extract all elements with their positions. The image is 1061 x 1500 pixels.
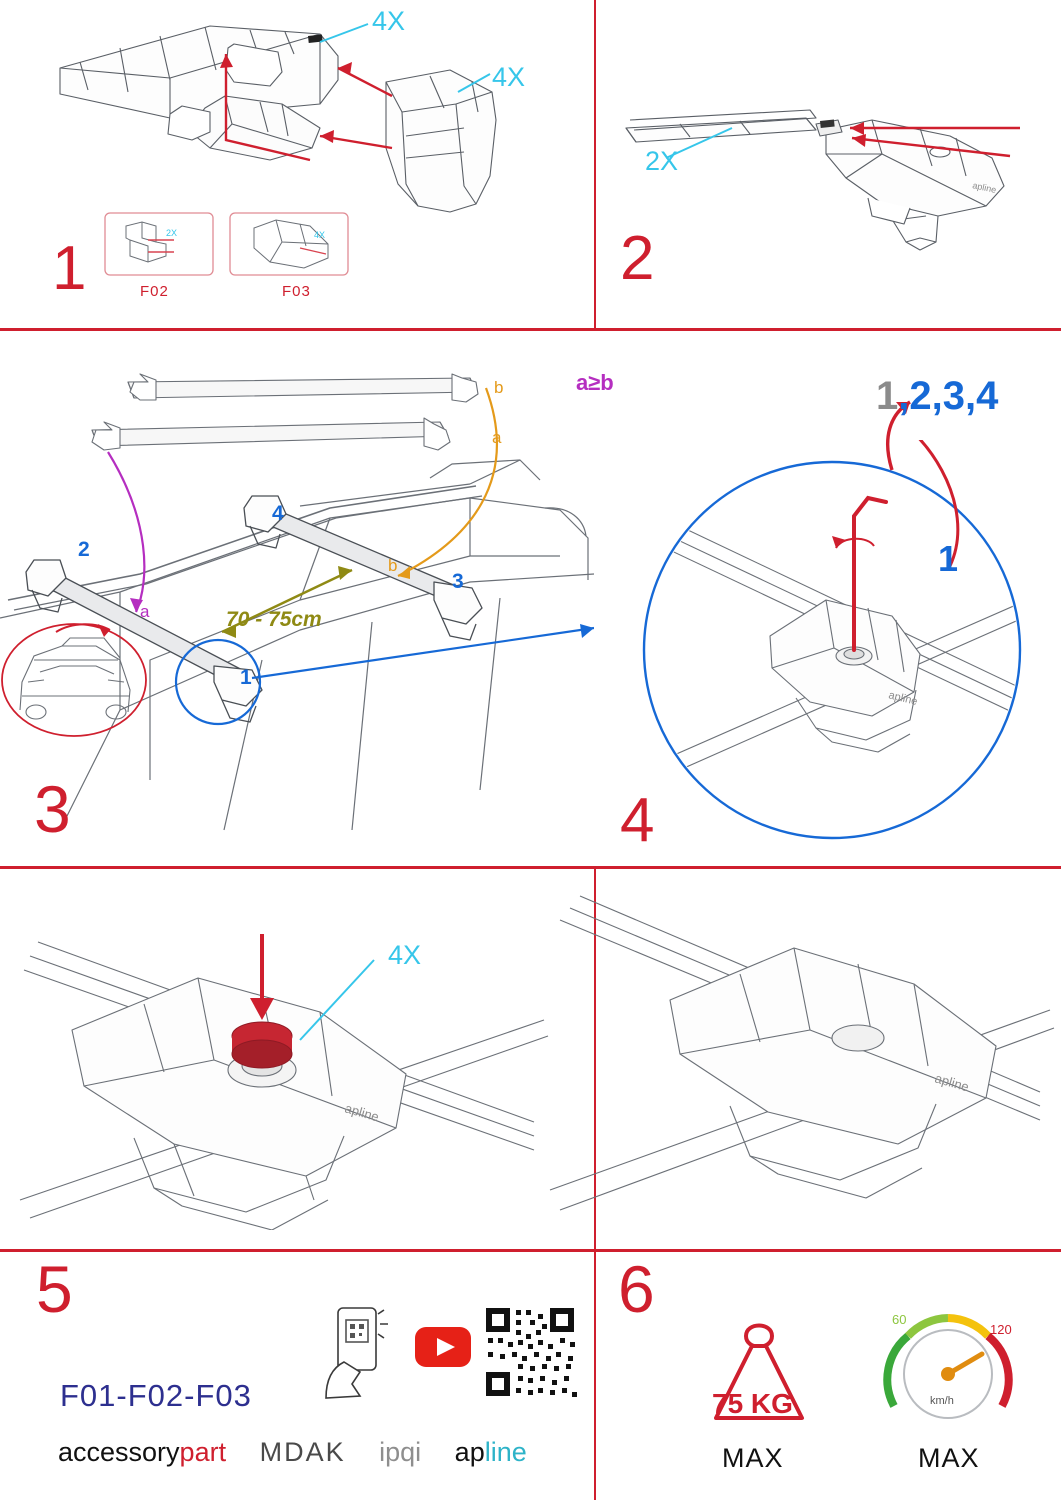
panel-2-illustration	[620, 90, 1050, 260]
brand-row	[58, 1437, 527, 1468]
panel-1-illustration	[20, 8, 590, 223]
label-b-top-bar: b	[494, 378, 504, 397]
label-order-one: 1	[938, 538, 959, 579]
step-number-5: 5	[36, 1252, 73, 1326]
max-weight-value: 75 KG	[712, 1388, 793, 1419]
max-speed-label: MAX	[918, 1443, 980, 1473]
svg-text:4X: 4X	[314, 230, 326, 240]
panel-4-illustration	[620, 440, 1050, 840]
label-a-bottom-bar: a	[492, 428, 502, 447]
max-weight-label: MAX	[722, 1443, 784, 1473]
svg-text:km/h: km/h	[930, 1395, 954, 1407]
product-codes: F01-F02-F03	[60, 1378, 252, 1413]
brand-accessorypart: accessorypart	[58, 1437, 227, 1467]
divider-row-1	[0, 328, 1061, 331]
callout-4x-top: 4X	[372, 6, 406, 36]
bar-number-2: 2	[78, 538, 90, 561]
brand-mark-panel5b: apline	[933, 1070, 971, 1095]
brand-mark-panel4: apline	[887, 689, 919, 709]
brand-mark-panel2: apline	[971, 180, 998, 195]
divider-row-3	[0, 1249, 1061, 1252]
variant-label-f03: F03	[282, 283, 311, 300]
variant-label-f02: F02	[140, 283, 169, 300]
step-number-4: 4	[620, 786, 655, 855]
divider-col-top	[594, 0, 596, 328]
max-speed-icon	[878, 1300, 1018, 1430]
phone-qr-scan-icon	[320, 1306, 394, 1402]
label-a-mounted: a	[140, 602, 150, 621]
callout-4x-cover: 4X	[492, 62, 526, 92]
bar-number-3: 3	[452, 570, 464, 593]
label-b-mounted: b	[388, 556, 398, 575]
step-number-2: 2	[620, 224, 655, 293]
bar-number-1: 1	[240, 666, 252, 689]
divider-row-2	[0, 866, 1061, 869]
youtube-icon[interactable]	[414, 1326, 472, 1368]
variant-boxes	[104, 212, 354, 282]
step-number-1: 1	[52, 234, 87, 303]
brand-mdak: MDAK	[259, 1437, 346, 1467]
svg-text:2X: 2X	[166, 228, 178, 238]
brand-mark-panel5: apline	[343, 1100, 381, 1125]
svg-text:120: 120	[990, 1322, 1012, 1337]
step-number-3: 3	[34, 772, 71, 846]
bar-number-4: 4	[272, 502, 284, 525]
brand-apline: apline	[454, 1437, 527, 1467]
label-distance: 70 - 75cm	[226, 608, 322, 631]
brand-ipqi: ipqi	[379, 1437, 422, 1467]
panel-5-finished-illustration	[540, 890, 1060, 1230]
qr-code-icon	[482, 1304, 578, 1400]
label-order-sequence: 1,2,3,4	[876, 374, 999, 418]
panel-5-illustration	[14, 900, 554, 1230]
svg-text:60: 60	[892, 1312, 907, 1327]
step-number-6: 6	[618, 1252, 655, 1326]
callout-2x: 2X	[645, 146, 679, 176]
divider-col-bottom	[594, 1249, 596, 1500]
callout-4x-caps: 4X	[388, 940, 422, 970]
label-compare-a-b: a≥b	[576, 370, 614, 395]
